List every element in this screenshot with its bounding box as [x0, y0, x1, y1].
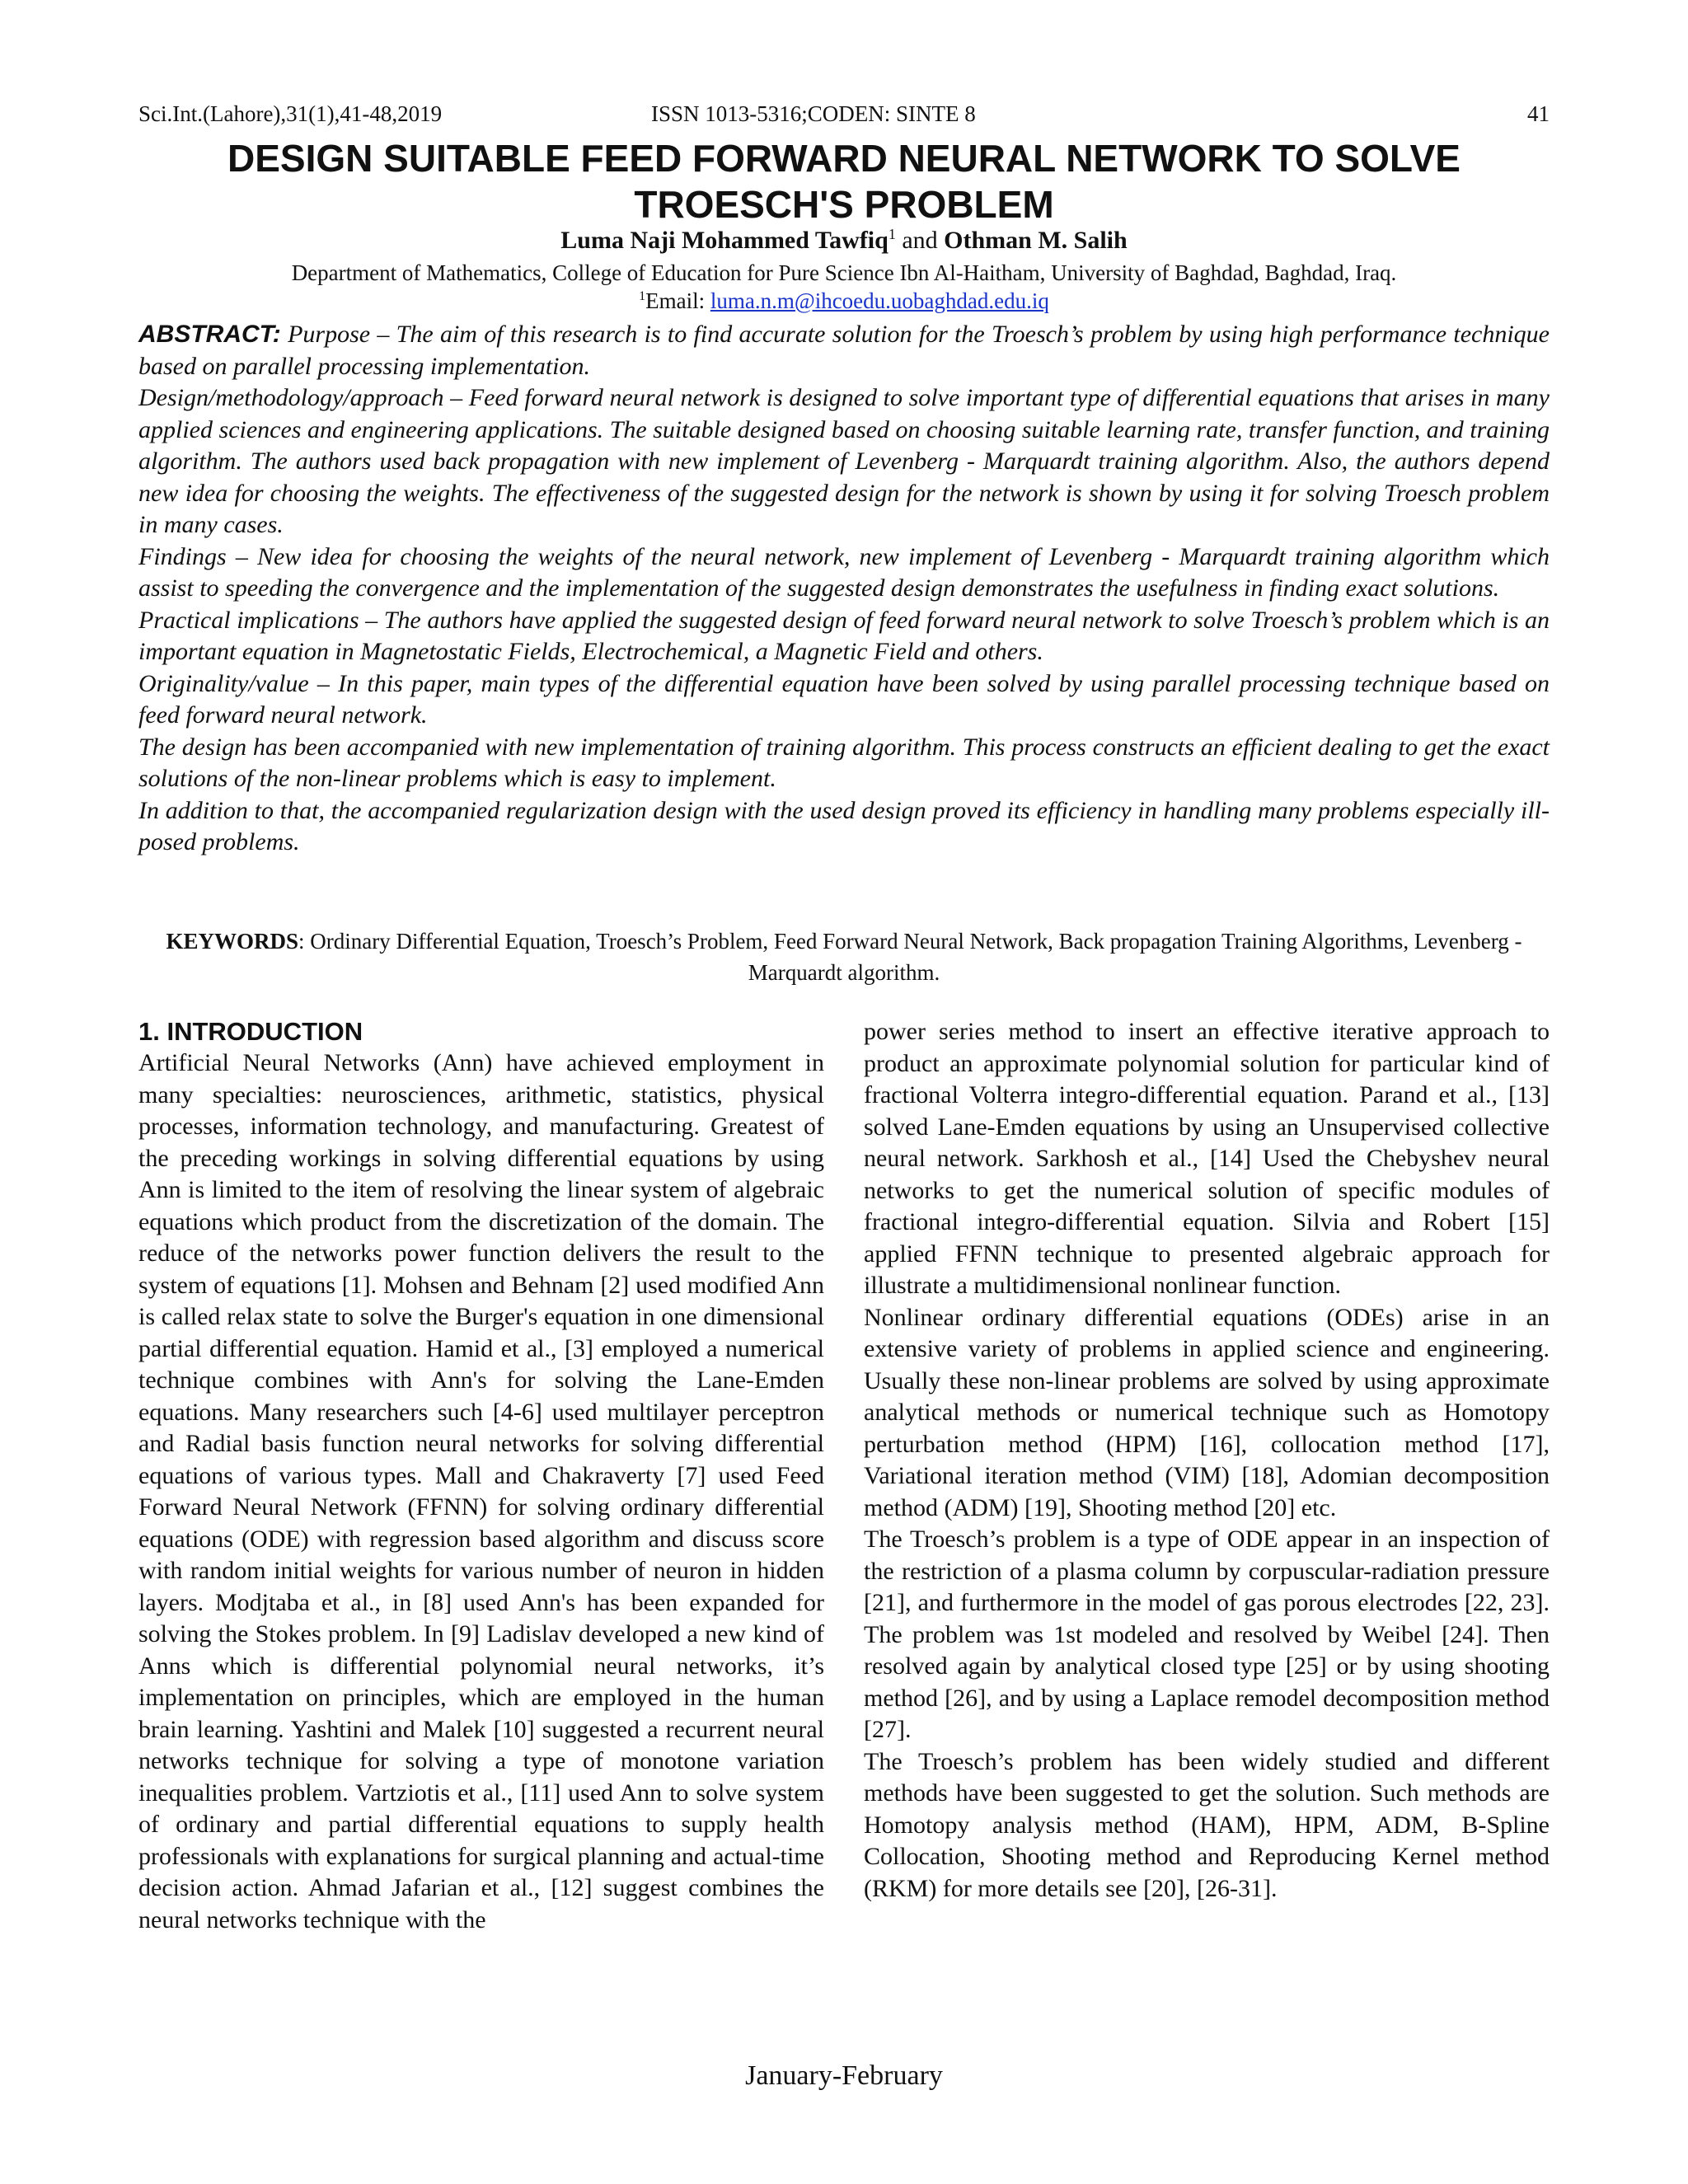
title-line-1: DESIGN SUITABLE FEED FORWARD NEURAL NETWORK TO SOLVE — [227, 137, 1461, 180]
abstract — [138, 319, 1550, 859]
issn-line: ISSN 1013-5316;CODEN: SINTE 8 — [651, 101, 976, 126]
abstract-paragraph: In addition to that, the accompanied regularization design with the used design proved its efficiency in handling many problems especially ill-posed problems. — [138, 796, 1550, 855]
author-line — [138, 224, 1550, 257]
abstract-paragraph: Originality/value – In this paper, main types of the differential equation have been solved by using parallel processing technique based on feed forward neural network. — [138, 669, 1550, 729]
email-label: Email: — [645, 288, 710, 313]
abstract-paragraph: Findings – New idea for choosing the weights of the neural network, new implement of Levenberg - Marquardt training algorithm which assist to speeding the convergence and the implementation of the suggested design demonstrates the usefulness in finding exact solutions. — [138, 542, 1550, 602]
body-paragraph: Artificial Neural Networks (Ann) have achieved employment in many specialties: neurosciences, arithmetic, statistics, physical processes, information technology, and manufacturing. Greatest of the preceding workings in solving differential equations by using Ann is limited to the item of resolving the linear system of algebraic equations which product from the discretization of the domain. The reduce of the networks power function delivers the result to the system of equations [1]. Mohsen and Behnam [2] used modified Ann is called relax state to solve the Burger's equation in one dimensional partial differential equation. Hamid et al., [3] employed a numerical technique combines with Ann's for solving the Lane-Emden equations. Many researchers such [4-6] used multilayer perceptron and Radial basis function neural networks for solving differential equations of various types. Mall and Chakraverty [7] used Feed Forward Neural Network (FFNN) for solving ordinary differential equations (ODE) with regression based algorithm and discuss score with random initial weights for various number of neuron in hidden layers. Modjtaba et al., in [8] used Ann's has been expanded for solving the Stokes problem. In [9] Ladislav developed a new kind of Anns which is differential polynomial neural networks, it’s implementation on principles, which are employed in the human brain learning. Yashtini and Malek [10] suggested a recurrent neural networks technique for solving a type of monotone variation inequalities problem. Vartziotis et al., [11] used Ann to solve system of ordinary and partial differential equations to supply health professionals with explanations for surgical planning and actual-time decision action. Ahmad Jafarian et al., [12] suggest combines the neural networks technique with the — [138, 1049, 824, 1933]
author-1-superscript: 1 — [888, 226, 896, 242]
keywords-label: KEYWORDS — [166, 929, 299, 954]
page-number: 41 — [1527, 101, 1550, 126]
section-heading-introduction: 1. INTRODUCTION — [138, 1017, 363, 1046]
paper-title — [138, 135, 1550, 227]
left-column — [138, 1016, 824, 1936]
email-link[interactable]: luma.n.m@ihcoedu.uobaghdad.edu.iq — [710, 288, 1049, 313]
body-paragraph: The Troesch’s problem has been widely studied and different methods have been suggested to get the solution. Such methods are Homotopy analysis method (HAM), HPM, ADM, B-Spline Collocation, Shooting method and Reproducing Kernel method (RKM) for more details see [20], [26-31]. — [864, 1747, 1550, 1902]
body-paragraph: The Troesch’s problem is a type of ODE appear in an inspection of the restriction of a plasma column by corpuscular-radiation pressure [21], and furthermore in the model of gas porous electrodes [22, 23]. The problem was 1st modeled and resolved by Weibel [24]. Then resolved again by analytical closed type [25] or by using shooting method [26], and by using a Laplace remodel decomposition method [27]. — [864, 1526, 1550, 1743]
running-header — [138, 97, 1550, 130]
keywords-text: : Ordinary Differential Equation, Troesch’s Problem, Feed Forward Neural Network, Back propagation Training Algorithms, Levenberg - Marquardt algorithm. — [298, 929, 1522, 985]
body-paragraph: Nonlinear ordinary differential equations (ODEs) arise in an extensive variety of problems in applied science and engineering. Usually these non-linear problems are solved by using approximate analytical methods or numerical technique such as Homotopy perturbation method (HPM) [16], collocation method [17], Variational iteration method (VIM) [18], Adomian decomposition method (ADM) [19], Shooting method [20] etc. — [864, 1303, 1550, 1521]
author-conjunction: and — [895, 227, 945, 254]
author-1: Luma Naji Mohammed Tawfiq — [560, 227, 889, 254]
abstract-paragraph: Purpose – The aim of this research is to find accurate solution for the Troesch’s problem by using high performance technique based on parallel processing implementation. — [138, 321, 1550, 380]
right-column — [864, 1016, 1550, 1905]
body-paragraph: power series method to insert an effective iterative approach to product an approximate polynomial solution for particular kind of fractional Volterra integro-differential equation. Parand et al., [13] solved Lane-Emden equations by using an Unsupervised collective neural network. Sarkhosh et al., [14] Used the Chebyshev neural networks to get the numerical solution of specific modules of fractional integro-differential equation. Silvia and Robert [15] applied FFNN technique to presented algebraic approach for illustrate a multidimensional nonlinear function. — [864, 1018, 1550, 1299]
abstract-paragraph: The design has been accompanied with new implementation of training algorithm. This process constructs an efficient dealing to get the exact solutions of the non-linear problems which is easy to implement. — [138, 733, 1550, 792]
page-footer: January-February — [745, 2060, 943, 2091]
abstract-purpose — [138, 319, 1550, 382]
abstract-paragraph: Design/methodology/approach – Feed forward neural network is designed to solve important type of differential equations that arises in many applied sciences and engineering applications. The suitable designed based on choosing suitable learning rate, transfer function, and training algorithm. The authors used back propagation with new implement of Levenberg - Marquardt training algorithm. Also, the authors depend new idea for choosing the weights. The effectiveness of the suggested design for the network is shown by using it for solving Troesch problem in many cases. — [138, 384, 1550, 538]
abstract-label: ABSTRACT: — [138, 321, 281, 348]
author-2: Othman M. Salih — [944, 227, 1128, 254]
email-line — [138, 286, 1550, 316]
abstract-paragraph: Practical implications – The authors have applied the suggested design of feed forward neural network to solve Troesch’s problem which is an important equation in Magnetostatic Fields, Electrochemical, a Magnetic Field and others. — [138, 606, 1550, 665]
email-superscript: 1 — [639, 289, 646, 303]
journal-reference: Sci.Int.(Lahore),31(1),41-48,2019 — [138, 101, 443, 126]
affiliation: Department of Mathematics, College of Education for Pure Science Ibn Al-Haitham, University of Baghdad, Baghdad, Iraq. — [291, 260, 1397, 285]
title-line-2: TROESCH'S PROBLEM — [634, 183, 1054, 226]
keywords — [138, 926, 1550, 988]
